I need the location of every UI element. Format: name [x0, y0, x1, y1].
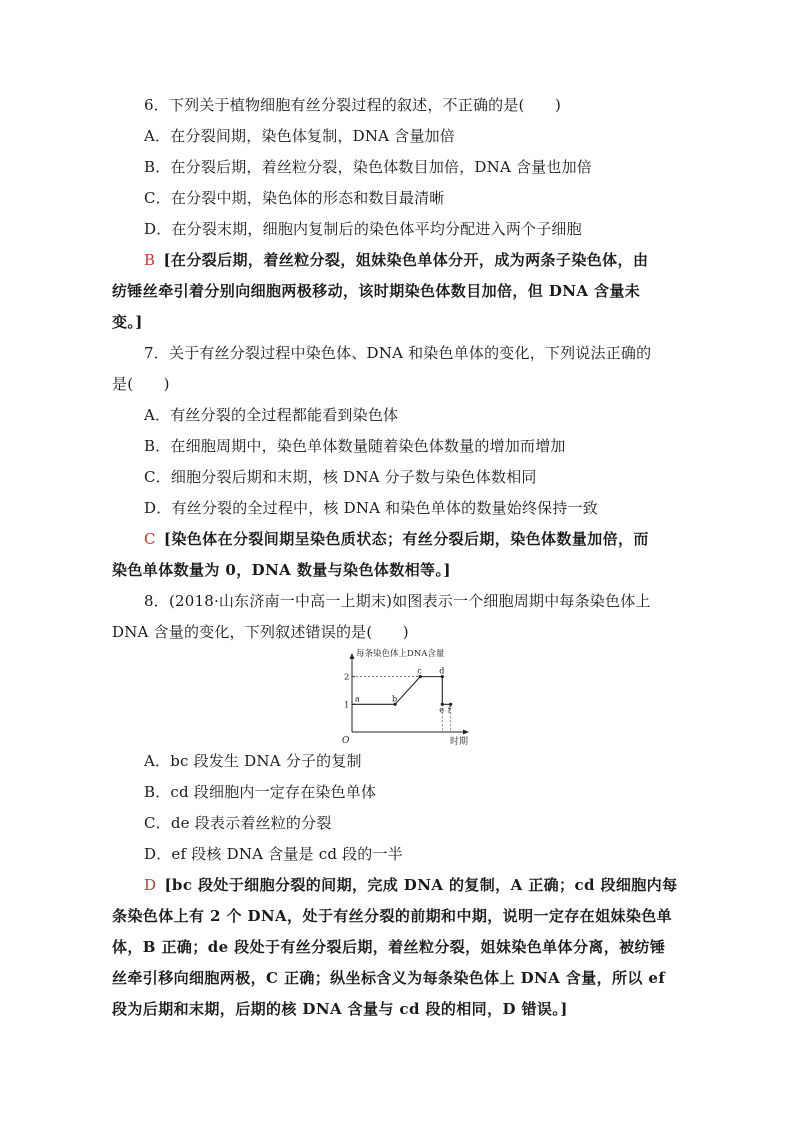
document-page: [112, 90, 682, 1025]
question-8-option-c: C．de 段表示着丝粒的分裂: [144, 814, 332, 832]
question-7-stem: 7．关于有丝分裂过程中染色体、DNA 和染色单体的变化，下列说法正确的: [144, 344, 652, 362]
question-8-option-a: A．bc 段发生 DNA 分子的复制: [144, 752, 362, 770]
question-6-option-b: B．在分裂后期，着丝粒分裂，染色体数目加倍，DNA 含量也加倍: [144, 158, 592, 176]
question-7-answer-text: [染色体在分裂间期呈染色质状态；有丝分裂后期，染色体数量加倍，而: [163, 530, 649, 548]
question-7-option-c: C．细胞分裂后期和末期，核 DNA 分子数与染色体数相同: [144, 468, 537, 486]
question-6-option-a: A．在分裂间期，染色体复制，DNA 含量加倍: [144, 127, 455, 145]
y-axis-arrow: [350, 653, 355, 659]
series-group: [352, 675, 452, 706]
question-6-option-c: C．在分裂中期，染色体的形态和数目最清晰: [144, 189, 445, 207]
question-8-stem-line-2: DNA 含量的变化，下列叙述错误的是( ): [112, 623, 409, 641]
question-8-answer-line-3: 体，B 正确；de 段处于有丝分裂后期，着丝粒分裂，姐妹染色单体分离，被纺锤: [112, 938, 666, 956]
question-7-option-d: D．有丝分裂的全过程中，核 DNA 和染色单体的数量始终保持一致: [144, 499, 598, 517]
question-8-option-d: D．ef 段核 DNA 含量是 cd 段的一半: [144, 845, 403, 863]
question-6-stem: 6．下列关于植物细胞有丝分裂过程的叙述，不正确的是( ): [144, 96, 562, 114]
x-axis-arrow: [463, 730, 469, 735]
origin-label: O: [342, 736, 350, 746]
question-7-answer-line-2: 染色单体数量为 0，DNA 数量与染色体数相等。]: [112, 561, 451, 579]
question-7-option-a: A．有丝分裂的全过程都能看到染色体: [144, 406, 399, 424]
y-axis-label: 每条染色体上DNA含量: [356, 649, 445, 659]
question-6-answer-letter: B: [144, 251, 156, 269]
question-8-answer-text: [bc 段处于细胞分裂的间期，完成 DNA 的复制，A 正确；cd 段细胞内每: [164, 876, 678, 894]
question-6-answer: [112, 245, 682, 276]
question-6-answer-line-3: 变。]: [112, 313, 143, 331]
question-7-stem-line-2: 是( ): [112, 375, 170, 393]
x-axis-label: 时期: [450, 737, 469, 747]
point-labels-group: [355, 667, 452, 715]
point-label-a: a: [355, 694, 360, 704]
y-tick-label-1: 1: [344, 700, 350, 711]
question-6-option-d: D．在分裂末期，细胞内复制后的染色体平均分配进入两个子细胞: [144, 220, 582, 238]
segment-bc: [395, 677, 420, 705]
point-label-f: f: [447, 705, 451, 715]
question-8-answer-letter: D: [144, 876, 157, 894]
point-label-b: b: [392, 694, 398, 704]
dna-content-chart: [112, 649, 682, 747]
point-label-e: e: [439, 705, 445, 715]
dna-chart-svg: [332, 649, 472, 747]
question-8-answer-line-5: 段为后期和末期，后期的核 DNA 含量与 cd 段的相同，D 错误。]: [112, 1000, 568, 1018]
question-7-answer-letter: C: [144, 530, 156, 548]
question-7-option-b: B．在细胞周期中，染色单体数量随着染色体数量的增加而增加: [144, 437, 566, 455]
question-8-option-b: B．cd 段细胞内一定存在染色单体: [144, 783, 377, 801]
question-8-answer: [112, 870, 682, 901]
y-tick-label-2: 2: [344, 672, 350, 683]
question-6-answer-text: [在分裂后期，着丝粒分裂，姐妹染色单体分开，成为两条子染色体，由: [163, 251, 649, 269]
point-label-d: d: [439, 666, 445, 676]
question-8-answer-line-4: 丝牵引移向细胞两极，C 正确；纵坐标含义为每条染色体上 DNA 含量，所以 ef: [112, 969, 666, 987]
question-7-answer: [112, 524, 682, 555]
point-label-c: c: [417, 666, 422, 676]
question-6-answer-line-2: 纺锤丝牵引着分别向细胞两极移动，该时期染色体数目加倍，但 DNA 含量未: [112, 282, 641, 300]
question-8-stem: 8．(2018·山东济南一中高一上期末)如图表示一个细胞周期中每条染色体上: [144, 592, 651, 610]
question-8-answer-line-2: 条染色体上有 2 个 DNA，处于有丝分裂的前期和中期，说明一定存在姐妹染色单: [112, 907, 673, 925]
